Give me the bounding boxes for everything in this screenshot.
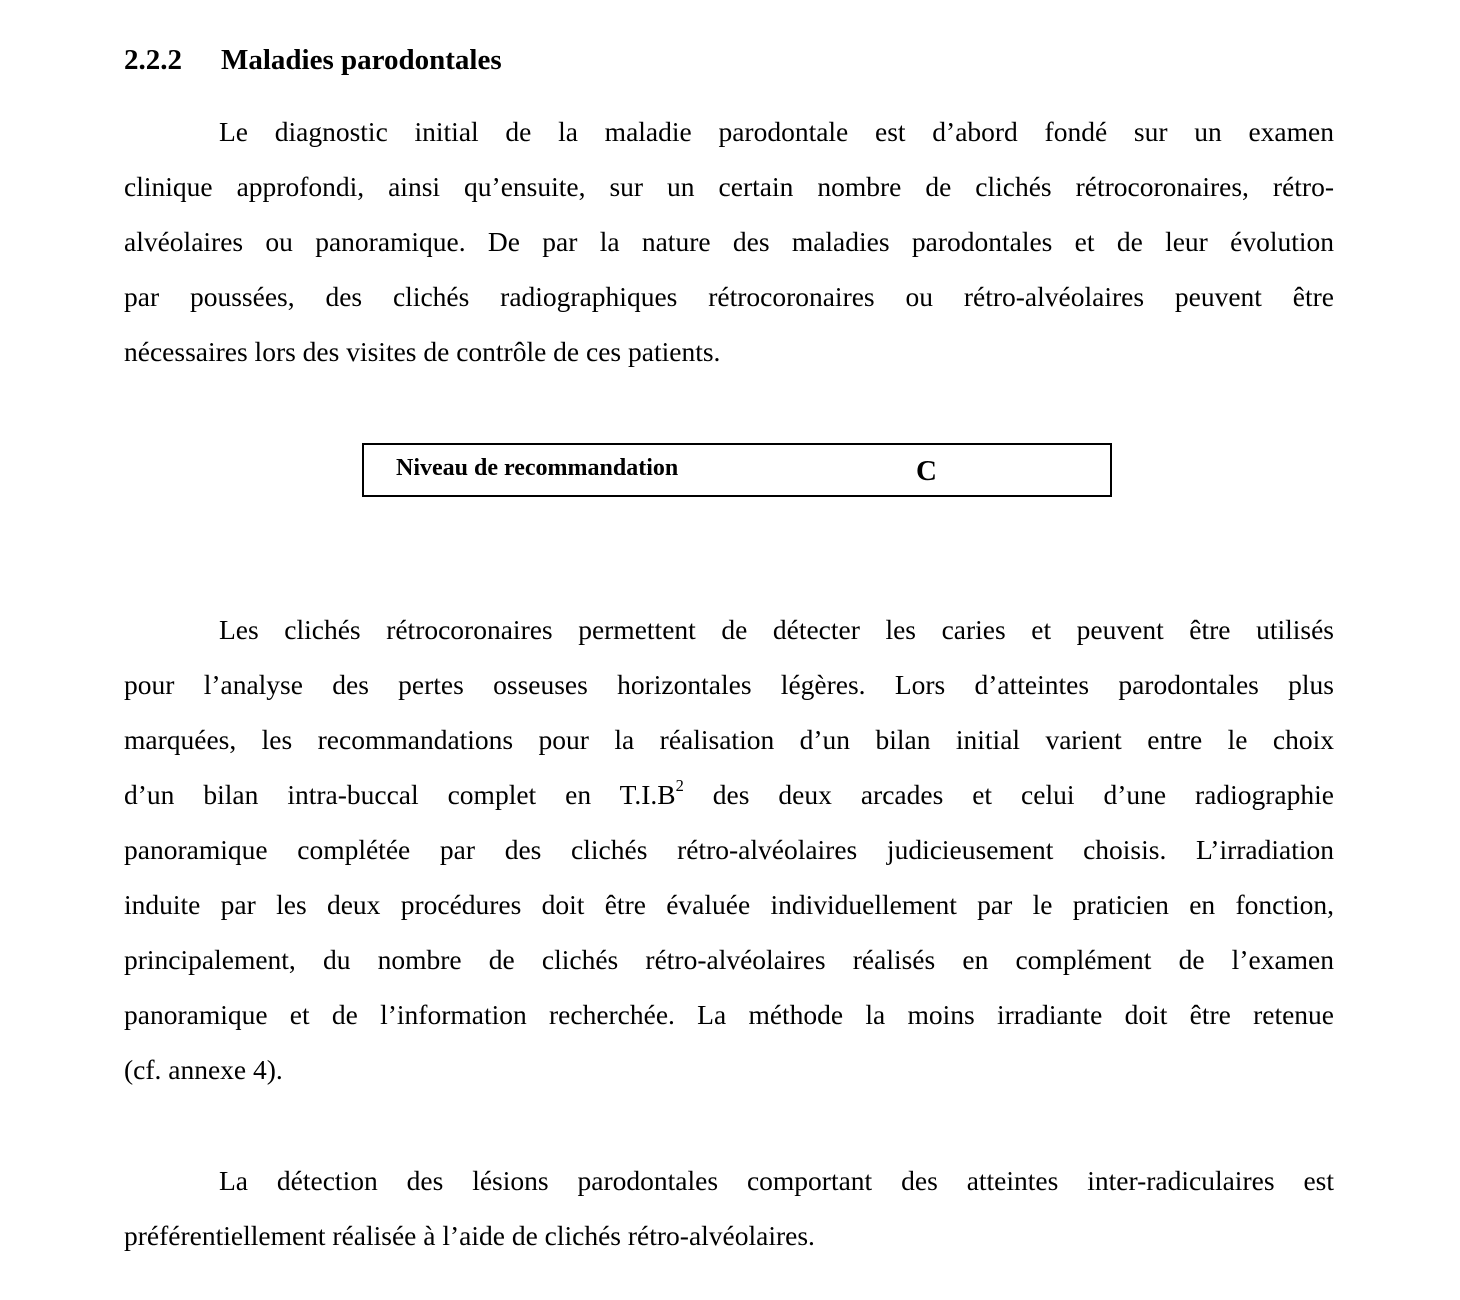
recommendation-box xyxy=(362,443,1112,497)
text-line: panoramique et de l’information recherchée. La méthode la moins irradiante doit être retenue xyxy=(124,999,1334,1030)
text-line: nécessaires lors des visites de contrôle de ces patients. xyxy=(124,336,721,367)
text-line: clinique approfondi, ainsi qu’ensuite, sur un certain nombre de clichés rétrocoronaires, rétro- xyxy=(124,171,1334,202)
recommendation-grade: C xyxy=(916,455,937,487)
text-line: pour l’analyse des pertes osseuses horizontales légères. Lors d’atteintes parodontales plus xyxy=(124,669,1334,700)
text-line: induite par les deux procédures doit être évaluée individuellement par le praticien en fonction, xyxy=(124,889,1334,920)
text-line-with-footnote xyxy=(124,767,1334,822)
text-line: La détection des lésions parodontales comportant des atteintes inter-radiculaires est xyxy=(219,1165,1334,1196)
paragraph-2 xyxy=(124,602,1334,1097)
section-number: 2.2.2 xyxy=(124,44,182,77)
paragraph-1 xyxy=(124,104,1334,379)
text-line: panoramique complétée par des clichés rétro-alvéolaires judicieusement choisis. L’irradiation xyxy=(124,834,1334,865)
text-line: marquées, les recommandations pour la réalisation d’un bilan initial varient entre le choix xyxy=(124,724,1334,755)
text-fragment: des deux arcades et celui d’une radiographie xyxy=(683,779,1334,810)
text-line: alvéolaires ou panoramique. De par la nature des maladies parodontales et de leur évolution xyxy=(124,226,1334,257)
text-line: Le diagnostic initial de la maladie parodontale est d’abord fondé sur un examen xyxy=(219,116,1334,147)
recommendation-label: Niveau de recommandation xyxy=(396,455,679,481)
section-title: Maladies parodontales xyxy=(221,44,502,77)
text-fragment: d’un bilan intra-buccal complet en T.I.B xyxy=(124,779,676,810)
footnote-marker[interactable]: 2 xyxy=(675,775,684,795)
text-line: Les clichés rétrocoronaires permettent de détecter les caries et peuvent être utilisés xyxy=(219,614,1334,645)
text-line: (cf. annexe 4). xyxy=(124,1054,283,1085)
text-line: préférentiellement réalisée à l’aide de clichés rétro-alvéolaires. xyxy=(124,1220,815,1251)
text-line: par poussées, des clichés radiographiques rétrocoronaires ou rétro-alvéolaires peuvent être xyxy=(124,281,1334,312)
text-line: principalement, du nombre de clichés rétro-alvéolaires réalisés en complément de l’examen xyxy=(124,944,1334,975)
paragraph-3 xyxy=(124,1153,1334,1263)
section-heading xyxy=(124,44,502,77)
